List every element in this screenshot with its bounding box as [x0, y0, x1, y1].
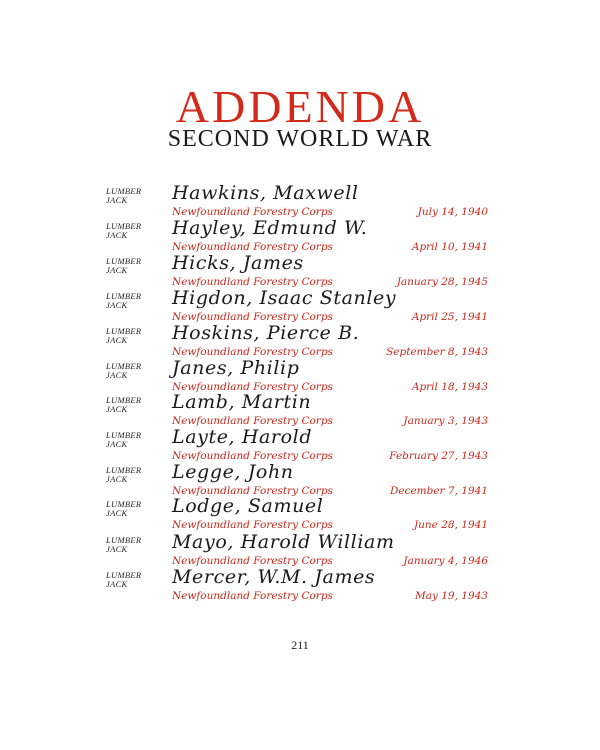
death-date: January 28, 1945	[396, 276, 488, 288]
page-subtitle: SECOND WORLD WAR	[167, 126, 433, 152]
rank-label: LUMBER JACK	[106, 326, 142, 345]
person-name: Hoskins, Pierce B.	[172, 322, 360, 344]
unit-name: Newfoundland Forestry Corps	[172, 346, 333, 358]
unit-name: Newfoundland Forestry Corps	[172, 415, 333, 427]
unit-name: Newfoundland Forestry Corps	[172, 555, 333, 567]
death-date: January 4, 1946	[403, 555, 488, 567]
rank-label: LUMBER JACK	[106, 430, 142, 449]
death-date: January 3, 1943	[403, 415, 488, 427]
unit-name: Newfoundland Forestry Corps	[172, 519, 333, 531]
person-name: Layte, Harold	[172, 426, 313, 448]
death-date: April 10, 1941	[411, 241, 488, 253]
rank-label: LUMBER JACK	[106, 499, 142, 518]
rank-label: LUMBER JACK	[106, 395, 142, 414]
person-name: Hayley, Edmund W.	[172, 217, 368, 239]
rank-label: LUMBER JACK	[106, 256, 142, 275]
unit-name: Newfoundland Forestry Corps	[172, 590, 333, 602]
rank-label: LUMBER JACK	[106, 291, 142, 310]
death-date: December 7, 1941	[389, 485, 488, 497]
rank-label: LUMBER JACK	[106, 570, 142, 589]
memorial-entry	[0, 426, 600, 467]
rank-label: LUMBER JACK	[106, 186, 142, 205]
unit-name: Newfoundland Forestry Corps	[172, 485, 333, 497]
person-name: Mayo, Harold William	[172, 531, 395, 553]
death-date: April 25, 1941	[411, 311, 488, 323]
death-date: July 14, 1940	[417, 206, 488, 218]
memorial-entry	[0, 322, 600, 363]
unit-name: Newfoundland Forestry Corps	[172, 311, 333, 323]
death-date: April 18, 1943	[411, 381, 488, 393]
person-name: Hicks, James	[172, 252, 304, 274]
death-date: June 28, 1941	[413, 519, 488, 531]
death-date: September 8, 1943	[386, 346, 488, 358]
death-date: May 19, 1943	[414, 590, 488, 602]
rank-label: LUMBER JACK	[106, 535, 142, 554]
person-name: Higdon, Isaac Stanley	[172, 287, 397, 309]
rank-label: LUMBER JACK	[106, 221, 142, 240]
rank-label: LUMBER JACK	[106, 465, 142, 484]
person-name: Hawkins, Maxwell	[172, 182, 359, 204]
memorial-entry	[0, 566, 600, 607]
person-name: Janes, Philip	[172, 357, 300, 379]
rank-label: LUMBER JACK	[106, 361, 142, 380]
unit-name: Newfoundland Forestry Corps	[172, 450, 333, 462]
unit-name: Newfoundland Forestry Corps	[172, 276, 333, 288]
person-name: Lodge, Samuel	[172, 495, 324, 517]
person-name: Legge, John	[172, 461, 294, 483]
person-name: Mercer, W.M. James	[172, 566, 376, 588]
unit-name: Newfoundland Forestry Corps	[172, 206, 333, 218]
person-name: Lamb, Martin	[172, 391, 312, 413]
death-date: February 27, 1943	[389, 450, 488, 462]
unit-name: Newfoundland Forestry Corps	[172, 381, 333, 393]
page-title: ADDENDA	[175, 81, 425, 132]
unit-name: Newfoundland Forestry Corps	[172, 241, 333, 253]
page-number: 211	[291, 638, 309, 652]
